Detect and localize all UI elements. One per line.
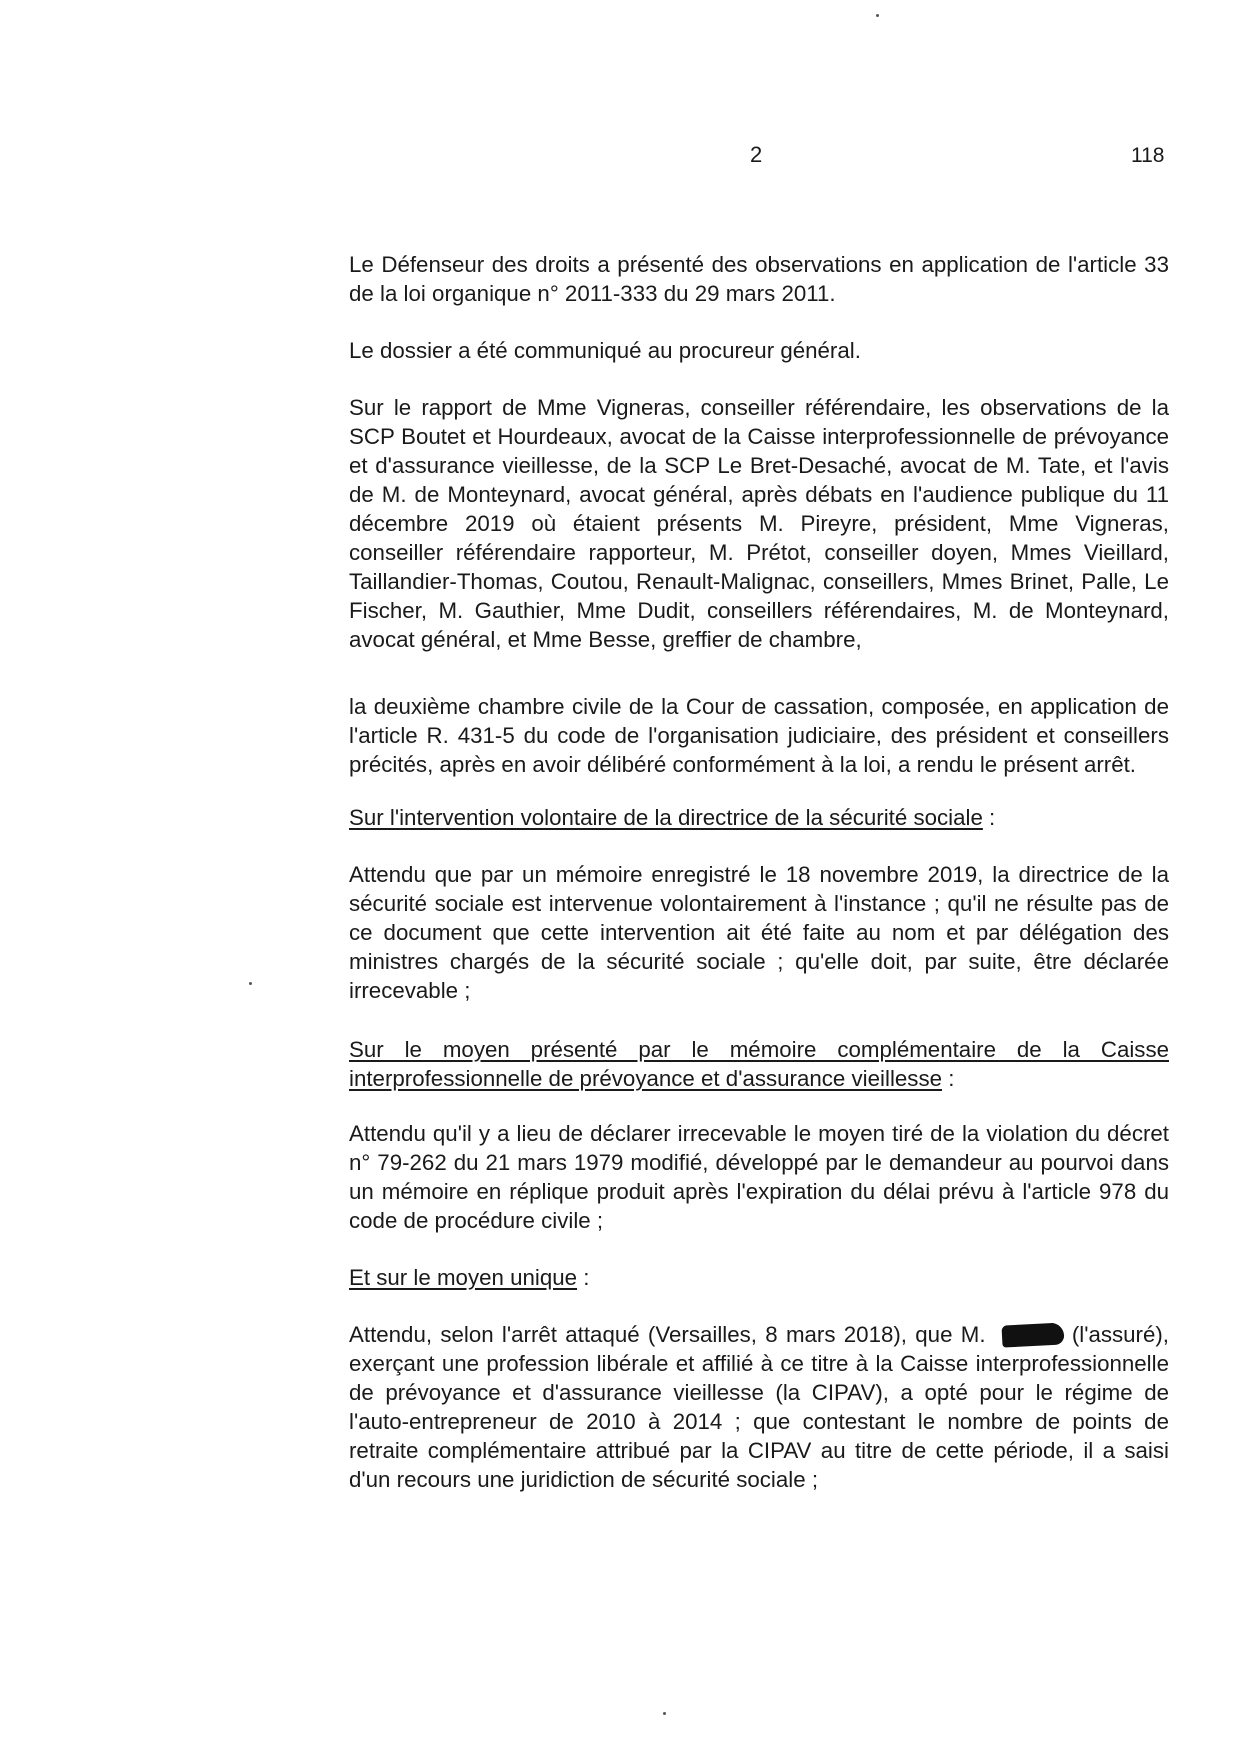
heading-memoire: Sur le moyen présenté par le mémoire complémentaire de la Caisse interprofessionnelle de prévoyance et d'assurance vieillesse: [349, 1037, 1169, 1091]
scan-speck: [663, 1712, 666, 1715]
redaction-mark: [1001, 1322, 1064, 1347]
paragraph-arret-attaque: [349, 1320, 1169, 1494]
heading-moyen-unique-colon: :: [577, 1265, 590, 1290]
arret-attaque-text-after: (l'assuré), exerçant une profession libérale et affilié à ce titre à la Caisse interprofessionnelle de prévoyance et d'assurance vieillesse (la CIPAV), a opté pour le régime de l'auto-entrepreneur de 2010 à 2014 ; que contestant le nombre de points de retraite complémentaire attribué par la CIPAV au titre de cette période, il a saisi d'un recours une juridiction de sécurité sociale ;: [349, 1322, 1169, 1492]
heading-intervention: Sur l'intervention volontaire de la directrice de la sécurité sociale: [349, 805, 983, 830]
scan-speck: [249, 982, 252, 985]
page-number: 2: [750, 142, 763, 167]
paragraph-chambre: la deuxième chambre civile de la Cour de cassation, composée, en application de l'article R. 431-5 du code de l'organisation judiciaire, des président et conseillers précités, après en avoir délibéré conformément à la loi, a rendu le présent arrêt.: [349, 694, 1169, 777]
heading-intervention-colon: :: [982, 805, 996, 830]
paragraph-memoire: Attendu qu'il y a lieu de déclarer irrecevable le moyen tiré de la violation du décret n° 79-262 du 21 mars 1979 modifié, développé par le demandeur au pourvoi dans un mémoire en réplique produit après l'expiration du délai prévu à l'article 978 du code de procédure civile ;: [349, 1121, 1169, 1233]
paragraph-intervention: Attendu que par un mémoire enregistré le 18 novembre 2019, la directrice de la sécurité sociale est intervenue volontairement à l'instance ; qu'il ne résulte pas de ce document que cette intervention ait été faite au nom et par délégation des ministres chargés de la sécurité sociale ; qu'elle doit, par suite, être déclarée irrecevable ;: [349, 862, 1169, 1003]
arret-attaque-text-before: Attendu, selon l'arrêt attaqué (Versailles, 8 mars 2018), que M.: [349, 1322, 986, 1347]
section-heading-intervention: [349, 803, 1169, 832]
scan-speck: [876, 14, 879, 17]
section-heading-memoire: [349, 1035, 1169, 1093]
document-number: 118: [1131, 144, 1165, 167]
paragraph-dossier: Le dossier a été communiqué au procureur général.: [349, 338, 861, 363]
paragraph-defenseur: Le Défenseur des droits a présenté des observations en application de l'article 33 de la loi organique n° 2011-333 du 29 mars 2011.: [349, 252, 1169, 306]
heading-memoire-colon: :: [942, 1066, 955, 1091]
heading-moyen-unique: Et sur le moyen unique: [349, 1265, 578, 1290]
paragraph-rapport: Sur le rapport de Mme Vigneras, conseiller référendaire, les observations de la SCP Boutet et Hourdeaux, avocat de la Caisse interprofessionnelle de prévoyance et d'assurance vieillesse, de la SCP Le Bret-Desaché, avocat de M. Tate, et l'avis de M. de Monteynard, avocat général, après débats en l'audience publique du 11 décembre 2019 où étaient présents M. Pireyre, président, Mme Vigneras, conseiller référendaire rapporteur, M. Prétot, conseiller doyen, Mmes Vieillard, Taillandier-Thomas, Coutou, Renault-Malignac, conseillers, Mmes Brinet, Palle, Le Fischer, M. Gauthier, Mme Dudit, conseillers référendaires, M. de Monteynard, avocat général, et Mme Besse, greffier de chambre,: [349, 395, 1169, 652]
document-body: [349, 250, 1169, 1494]
section-heading-moyen-unique: [349, 1263, 1169, 1292]
